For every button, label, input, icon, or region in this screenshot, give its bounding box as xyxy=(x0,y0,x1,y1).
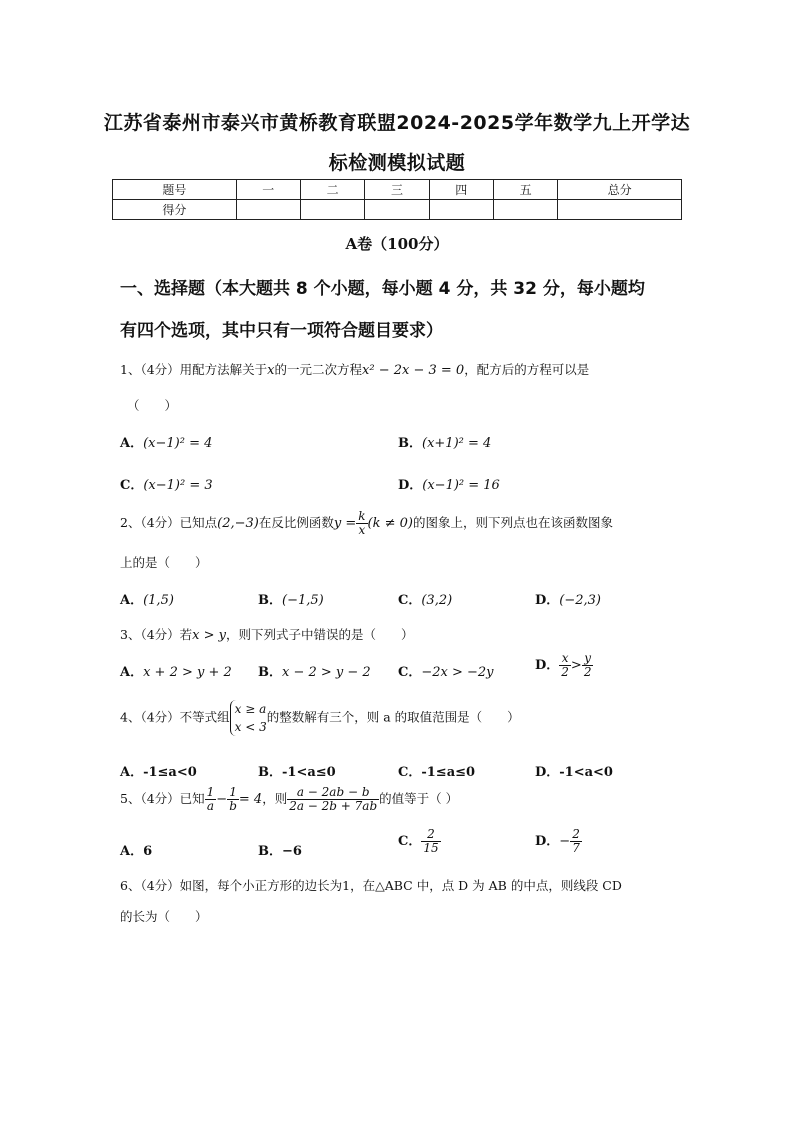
table-cell: 一 xyxy=(236,180,300,200)
q3-option-a xyxy=(120,661,232,680)
q3-option-d xyxy=(535,652,593,679)
fraction-numerator: 1 xyxy=(206,785,215,799)
fraction-numerator: k xyxy=(358,509,366,523)
q5-option-d xyxy=(535,828,582,855)
question-3 xyxy=(120,625,414,643)
q5-option-a xyxy=(120,840,152,859)
q4-option-a xyxy=(120,761,197,780)
q1-equation: x² − 2x − 3 = 0 xyxy=(362,363,465,378)
fraction-denominator: 2a − 2b + 7ab xyxy=(289,799,378,814)
q4-option-c xyxy=(398,761,475,780)
question-6-line1: 6、（4分）如图，每个小正方形的边长为1，在△ABC 中，点 D 为 AB 的中点，则线段 CD xyxy=(120,878,622,893)
table-cell xyxy=(236,200,300,220)
option-expr: −6 xyxy=(282,844,302,859)
q2-func-condition: (k ≠ 0) xyxy=(367,516,413,532)
fraction xyxy=(287,786,379,813)
score-table xyxy=(112,179,682,220)
q5-minus: − xyxy=(216,792,228,808)
option-label: D． xyxy=(535,593,560,608)
table-cell: 三 xyxy=(365,180,429,200)
option-expr: (x−1)² = 4 xyxy=(143,436,213,451)
fraction-numerator: 2 xyxy=(572,827,580,841)
option-label: C． xyxy=(398,834,422,850)
q5-mid: ，则 xyxy=(262,791,288,807)
fraction-denominator: a xyxy=(206,799,215,814)
option-expr: (x−1)² = 3 xyxy=(143,478,213,493)
q2-mid: 在反比例函数 xyxy=(258,515,334,531)
table-cell: 二 xyxy=(300,180,364,200)
question-5 xyxy=(120,786,458,813)
table-cell xyxy=(493,200,557,220)
option-label: B． xyxy=(398,436,422,451)
option-label: A． xyxy=(120,665,144,680)
q4-suffix: 的整数解有三个，则 a 的取值范围是（ ） xyxy=(266,709,520,725)
fraction-numerator: x xyxy=(559,652,571,666)
fraction-numerator: a − 2ab − b xyxy=(287,786,379,800)
q4-system-line1: x ≥ a xyxy=(234,702,267,716)
option-label: A． xyxy=(120,765,144,780)
option-expr: (x−1)² = 16 xyxy=(422,478,500,493)
option-expr: (−2,3) xyxy=(559,593,601,608)
q5-equals: = 4 xyxy=(238,792,263,808)
option-label: C． xyxy=(398,593,422,608)
q2-func-lhs: y = xyxy=(333,516,357,532)
question-4 xyxy=(120,700,520,736)
option-label: B． xyxy=(258,844,282,859)
table-cell xyxy=(365,200,429,220)
q1-answer-paren: （ ） xyxy=(127,398,178,413)
option-label: D． xyxy=(535,834,560,850)
option-expr: -1≤a≤0 xyxy=(421,765,476,780)
fraction xyxy=(227,786,239,813)
option-expr: (3,2) xyxy=(421,593,453,608)
q3-suffix: ，则下列式子中错误的是（ ） xyxy=(226,627,414,642)
fraction-numerator: 1 xyxy=(227,786,239,800)
q2-option-b xyxy=(258,589,324,608)
option-expr: -1≤a<0 xyxy=(143,765,197,780)
q5-option-c xyxy=(398,828,441,855)
q2-point: (2,−3) xyxy=(217,516,259,532)
q1-mid: 的一元二次方程 xyxy=(274,362,363,377)
option-expr: 6 xyxy=(143,844,153,859)
q1-option-a xyxy=(120,432,212,451)
option-label: B． xyxy=(258,593,282,608)
option-sign: − xyxy=(559,834,571,850)
option-label: A． xyxy=(120,593,144,608)
fraction-denominator: 2 xyxy=(583,665,592,680)
question-1 xyxy=(120,360,589,378)
q1-option-d xyxy=(398,474,500,493)
fraction-denominator: 2 xyxy=(561,665,569,680)
option-expr: (−1,5) xyxy=(282,593,324,608)
q3-prefix: 3、（4分）若 xyxy=(120,627,193,642)
option-expr: x − 2 > y − 2 xyxy=(282,665,371,680)
page-title-line2: 标检测模拟试题 xyxy=(328,152,466,174)
q3-option-c xyxy=(398,661,494,680)
q5-suffix: 的值等于（ ） xyxy=(379,791,459,807)
fraction xyxy=(205,786,217,813)
fraction-denominator: b xyxy=(229,799,237,814)
table-cell: 题号 xyxy=(113,180,237,200)
option-expr: (x+1)² = 4 xyxy=(422,436,492,451)
q4-inequality-system xyxy=(230,700,267,736)
question-2 xyxy=(120,510,613,537)
option-label: D． xyxy=(398,478,423,493)
option-label: C． xyxy=(398,765,422,780)
table-cell xyxy=(429,200,493,220)
q2-option-c xyxy=(398,589,452,608)
q5-prefix: 5、（4分）已知 xyxy=(120,791,205,807)
table-cell: 得分 xyxy=(113,200,237,220)
fraction-numerator: 2 xyxy=(421,828,440,842)
fraction-numerator: y xyxy=(582,652,594,666)
page-title-line1: 江苏省泰州市泰兴市黄桥教育联盟2024-2025学年数学九上开学达 xyxy=(103,112,691,134)
q4-option-d xyxy=(535,761,613,780)
q1-prefix: 1、（4分）用配方法解关于 xyxy=(120,362,268,377)
q3-option-b xyxy=(258,661,371,680)
q1-variable: x xyxy=(267,363,275,378)
part1-heading-line2: 有四个选项，其中只有一项符合题目要求） xyxy=(120,321,443,341)
option-label: A． xyxy=(120,844,144,859)
q2-line2: 上的是（ ） xyxy=(120,555,208,570)
q2-suffix: 的图象上，则下列点也在该函数图象 xyxy=(413,515,614,531)
q5-option-b xyxy=(258,840,302,859)
section-title: A卷（100分） xyxy=(345,235,449,253)
fraction-denominator: 15 xyxy=(423,841,439,856)
q2-func-fraction xyxy=(356,510,367,537)
q1-suffix: ，配方后的方程可以是 xyxy=(464,362,590,377)
table-cell xyxy=(300,200,364,220)
table-cell xyxy=(558,200,682,220)
option-expr: -1<a<0 xyxy=(559,765,613,780)
fraction xyxy=(582,652,594,679)
q2-prefix: 2、（4分）已知点 xyxy=(120,515,218,531)
option-label: B． xyxy=(258,765,282,780)
q4-option-b xyxy=(258,761,336,780)
question-6-line2: 的长为（ ） xyxy=(120,909,208,924)
part1-heading-line1: 一、选择题（本大题共 8 个小题，每小题 4 分，共 32 分，每小题均 xyxy=(120,279,645,299)
option-expr: x + 2 > y + 2 xyxy=(143,665,232,680)
option-label: B． xyxy=(258,665,282,680)
option-expr: (1,5) xyxy=(143,593,174,608)
q4-system-line2: x < 3 xyxy=(234,720,267,734)
option-label: C． xyxy=(398,665,422,680)
option-label: D． xyxy=(535,658,560,674)
option-label: C． xyxy=(120,478,144,493)
fraction xyxy=(421,828,440,855)
option-operator: > xyxy=(570,658,582,674)
score-table-header-row xyxy=(113,180,682,200)
fraction-denominator: 7 xyxy=(572,841,580,856)
fraction xyxy=(570,828,582,855)
option-label: A． xyxy=(120,436,144,451)
q2-option-d xyxy=(535,589,601,608)
table-cell: 总分 xyxy=(558,180,682,200)
option-label: D． xyxy=(535,765,560,780)
table-cell: 四 xyxy=(429,180,493,200)
q3-condition: x > y xyxy=(192,628,226,643)
option-expr: −2x > −2y xyxy=(421,665,494,680)
q2-option-a xyxy=(120,589,174,608)
table-cell: 五 xyxy=(493,180,557,200)
fraction-denominator: x xyxy=(358,523,366,538)
q1-option-b xyxy=(398,432,491,451)
q1-option-c xyxy=(120,474,213,493)
q4-prefix: 4、（4分）不等式组 xyxy=(120,709,230,725)
score-table-score-row xyxy=(113,200,682,220)
option-expr: -1<a≤0 xyxy=(282,765,336,780)
fraction xyxy=(559,652,571,679)
